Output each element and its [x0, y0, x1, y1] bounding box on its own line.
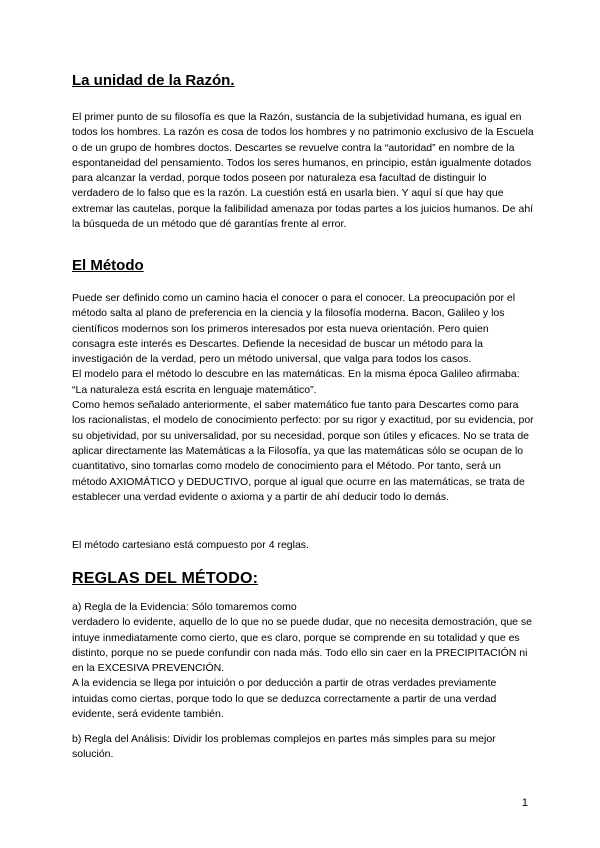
paragraph-text: verdadero lo evidente, aquello de lo que no se puede dudar, que no necesita demostración, que se intuye inmediatamente como cierto, que es claro, porque se comprende en su totalidad y que es distinto, porque no se puede confundir con nada más. Todo ello sin caer en la PRECIPITACIÓN ni en la EXCESIVA PREVENCIÓN. — [72, 616, 533, 675]
heading-reglas-metodo: REGLAS DEL MÉTODO: — [72, 570, 259, 587]
paragraph-unidad-razon — [72, 110, 534, 232]
paragraph-text: Puede ser definido como un camino hacia el conocer o para el conocer. La preocupación por el método salta al plano de preferencia en la ciencia y la filosofía moderna. Bacon, Galileo y los científicos modernos son los primeros interesados por esta nueva orientación. Pero quien consagra este interés es Descartes. Defiende la necesidad de buscar un método para la investigación de la verdad, pero un método universal, que valga para todos los casos. — [72, 292, 516, 366]
paragraph-text: b) Regla del Análisis: Dividir los problemas complejos en partes más simples para su mejor solución. — [72, 733, 496, 761]
page-number: 1 — [521, 797, 528, 809]
paragraph-regla-evidencia — [72, 600, 534, 722]
paragraph-text: Como hemos señalado anteriormente, el saber matemático fue tanto para Descartes como para los racionalistas, el modelo de conocimiento perfecto: por su rigor y exactitud, por su evidencia, por su objetividad, por su universalidad, por su necesidad, porque son útiles y eficaces. No se trata de aplicar directamente las Matemáticas a la Filosofía, ya que las matemáticas sólo se ocupan de lo cuantitativo, sino tomarlas como modelo de conocimiento para el Método. Por tanto, será un método AXIOMÁTICO y DEDUCTIVO, porque al igual que ocurre en las matemáticas, se trata de establecer una verdad evidente o axioma y a partir de ahí deducir todo lo demás. — [72, 399, 534, 503]
heading-unidad-razon: La unidad de la Razón. — [72, 72, 235, 89]
paragraph-regla-analisis — [72, 732, 534, 763]
paragraph-text: El modelo para el método lo descubre en las matemáticas. En la misma época Galileo afirmaba: “La naturaleza está escrita en lenguaje matemático”. — [72, 368, 520, 396]
paragraph-text: A la evidencia se llega por intuición o por deducción a partir de otras verdades previamente intuidas como ciertas, porque todo lo que se deduzca correctamente a partir de una verdad evidente, será evidente también. — [72, 677, 497, 721]
heading-el-metodo: El Método — [72, 257, 144, 274]
paragraph-text: El primer punto de su filosofía es que la Razón, sustancia de la subjetividad humana, es igual en todos los hombres. La razón es cosa de todos los hombres y no patrimonio exclusivo de la Escuela o de un grupo de hombres doctos. Descartes se revuelve contra la “autoridad” en nombre de la espontaneidad del pensamiento. Todos los seres humanos, en principio, están igualmente dotados para alcanzar la verdad, porque todos poseen por naturaleza esa facultad de distinguir lo verdadero de lo falso que es la razón. La cuestión está en usarla bien. Y aquí sí que hay que extremar las cautelas, porque la falibilidad amenaza por todas partes a los juicios humanos. De ahí la búsqueda de un método que dé garantías frente al error. — [72, 111, 534, 231]
paragraph-text: a) Regla de la Evidencia: Sólo tomaremos como — [72, 601, 297, 613]
paragraph-text: El método cartesiano está compuesto por 4 reglas. — [72, 539, 309, 551]
paragraph-metodo-reglas — [72, 538, 534, 553]
paragraph-metodo — [72, 291, 534, 505]
